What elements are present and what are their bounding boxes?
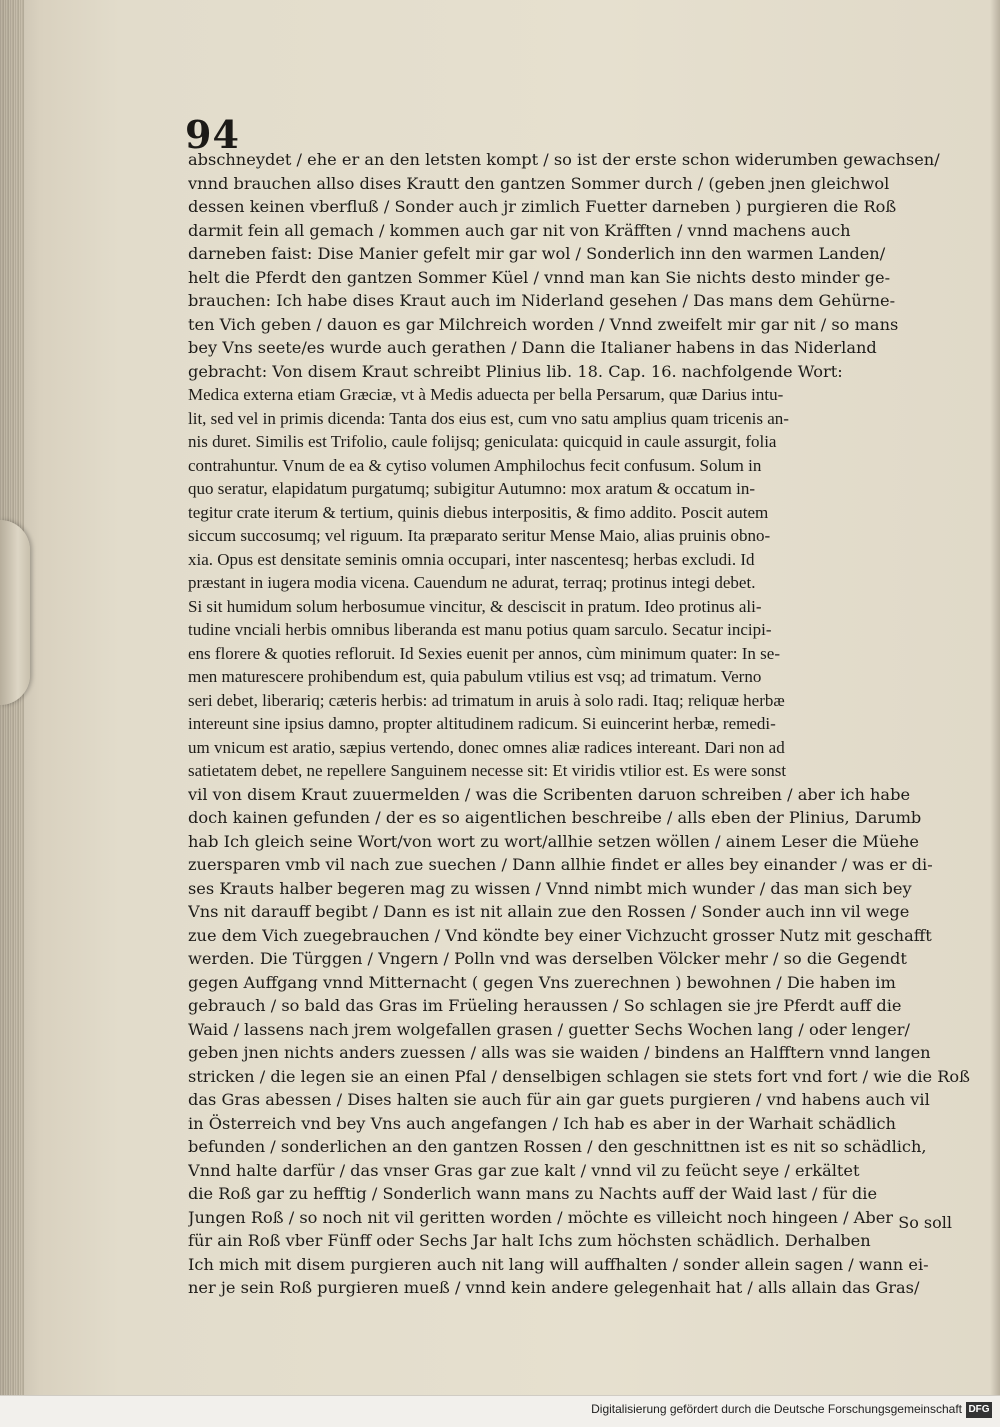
text-line: Si sit humidum solum herbosumue vincitur, & desciscit in pratum. Ideo protinus ali- [188, 596, 762, 616]
text-line: hab Ich gleich seine Wort/von wort zu wort/allhie setzen wöllen / ainem Leser die Müehe [188, 831, 919, 851]
text-line: seri debet, liberariq; cæteris herbis: ad trimatum in aruis à solo radi. Itaq; reliquæ herbæ [188, 690, 785, 710]
text-line: geben jnen nichts anders zuessen / alls was sie waiden / bindens an Halfftern vnnd langen [188, 1043, 931, 1062]
text-line: darmit fein all gemach / kommen auch gar nit von Kräfften / vnnd machens auch [188, 220, 851, 240]
text-line: men maturescere prohibendum est, quia pabulum vtilius est vsq; ad trimatum. Verno [188, 667, 762, 686]
text-line: brauchen: Ich habe dises Kraut auch im Niderland gesehen / Das mans dem Gehürne- [188, 291, 896, 310]
book-page [40, 0, 990, 1395]
text-line: zue dem Vich zuegebrauchen / Vnd köndte bey einer Vichzucht grosser Nutz mit geschafft [188, 925, 932, 945]
dfg-logo-icon: DFG [966, 1402, 992, 1418]
text-line: siccum succosumq; vel riguum. Ita præparato seritur Mense Maio, alias pruinis obno- [188, 526, 771, 545]
text-line: befunden / sonderlichen an den gantzen Rossen / den geschnittnen ist es nit so schädlich, [188, 1137, 927, 1156]
text-line: ens florere & quoties refloruit. Id Sexies euenit per annos, cùm minimum quater: In se- [188, 643, 781, 663]
text-line: um vnicum est aratio, sæpius vertendo, donec omnes aliæ radices intereant. Dari non ad [188, 737, 785, 757]
text-line: Vns nit darauff begibt / Dann es ist nit allain zue den Rossen / Sonder auch inn vil wege [188, 902, 910, 921]
text-line: Medica externa etiam Græciæ, vt à Medis aduecta per bella Persarum, quæ Darius intu- [188, 385, 784, 404]
text-line: quo seratur, elapidatum purgatumq; subigitur Autumno: mox aratum & occatum in- [188, 479, 755, 498]
text-line: ses Krauts halber begeren mag zu wissen / Vnnd nimbt mich wunder / das man sich bey [188, 878, 912, 898]
text-line: darneben faist: Dise Manier gefelt mir gar wol / Sonderlich inn den warmen Landen/ [188, 244, 886, 263]
text-line: Jungen Roß / so noch nit vil geritten worden / möchte es villeicht noch hingeen / Aber [188, 1207, 894, 1227]
text-line: præstant in iugera modia vicena. Cauendum ne adurat, terraq; protinus integi debet. [188, 573, 756, 592]
text-line: gebrauch / so bald das Gras im Früeling heraussen / So schlagen sie jre Pferdt auff die [188, 996, 902, 1015]
text-line: stricken / die legen sie an einen Pfal / denselbigen schlagen sie stets fort vnd fort / wie die Roß [188, 1066, 970, 1086]
text-line: helt die Pferdt den gantzen Sommer Küel / vnnd man kan Sie nichts desto minder ge- [188, 267, 891, 287]
text-line: zuersparen vmb vil nach zue suechen / Dann allhie findet er alles bey einander / was er di- [188, 855, 933, 874]
footer-bar [0, 1395, 1000, 1427]
text-line: abschneydet / ehe er an den letsten kompt / so ist der erste schon widerumben gewachsen/ [188, 150, 940, 169]
text-line: dessen keinen vberfluß / Sonder auch jr zimlich Fuetter darneben ) purgieren die Roß [188, 197, 897, 216]
page-number: 94 [185, 112, 240, 157]
text-line: xia. Opus est densitate seminis omnia occupari, inter nascentesq; herbas excludi. Id [188, 549, 755, 569]
text-line: intereunt sine ipsius damno, propter altitudinem radicum. Si euincerint herbæ, remedi- [188, 714, 776, 733]
text-line: gebracht: Von disem Kraut schreibt Plinius lib. 18. Cap. 16. nachfolgende Wort: [188, 361, 843, 381]
text-line: tegitur crate iterum & tertium, quinis diebus interpositis, & fimo addito. Poscit autem [188, 502, 769, 522]
text-line: lit, sed vel in primis dicenda: Tanta dos eius est, cum vno satu amplius quam tricenis an- [188, 408, 789, 428]
text-line: gegen Auffgang vnnd Mitternacht ( gegen Vns zuerechnen ) bewohnen / Die haben im [188, 972, 896, 992]
text-line: Waid / lassens nach jrem wolgefallen grasen / guetter Sechs Wochen lang / oder lenger/ [188, 1019, 910, 1039]
text-line: contrahuntur. Vnum de ea & cytiso volumen Amphilochus fecit confusum. Solum in [188, 455, 762, 475]
text-line: die Roß gar zu hefftig / Sonderlich wann mans zu Nachts auff der Waid last / für die [188, 1184, 878, 1203]
text-line: werden. Die Türggen / Vngern / Polln vnd was derselben Völcker mehr / so die Gegendt [188, 949, 907, 968]
body-text [188, 148, 996, 1300]
catchword: So soll [898, 1213, 952, 1232]
page-edge-stack [0, 0, 24, 1426]
text-line: das Gras abessen / Dises halten sie auch für ain gar guets purgieren / vnd habens auch vil [188, 1090, 930, 1109]
text-line: vil von disem Kraut zuuermelden / was die Scribenten daruon schreiben / aber ich habe [188, 784, 911, 804]
text-line: ten Vich geben / dauon es gar Milchreich worden / Vnnd zweifelt mir gar nit / so mans [188, 314, 899, 334]
text-line: Vnnd halte darfür / das vnser Gras gar zue kalt / vnnd vil zu feücht seye / erkältet [188, 1160, 860, 1180]
text-line: nis duret. Similis est Trifolio, caule folijsq; geniculata: quicquid in caule assurgit, folia [188, 432, 777, 451]
text-line: doch kainen gefunden / der es so aigentlichen beschreibe / alls eben der Plinius, Darumb [188, 808, 922, 827]
text-line: in Österreich vnd bey Vns auch angefangen / Ich hab es aber in der Warhait schädlich [188, 1113, 896, 1133]
text-line: vnnd brauchen allso dises Krautt den gantzen Sommer durch / (geben jnen gleichwol [188, 173, 890, 193]
text-line: ner je sein Roß purgieren mueß / vnnd kein andere gelegenhait hat / alls allain das Gras/ [188, 1278, 920, 1297]
book-clasp [0, 520, 30, 705]
text-line: Ich mich mit disem purgieren auch nit lang will auffhalten / sonder allein sagen / wann ei- [188, 1254, 929, 1274]
text-line: für ain Roß vber Fünff oder Sechs Jar halt Ichs zum höchsten schädlich. Derhalben [188, 1231, 871, 1250]
text-line: bey Vns seete/es wurde auch gerathen / Dann die Italianer habens in das Niderland [188, 338, 877, 357]
footer-credit: Digitalisierung gefördert durch die Deutsche Forschungsgemeinschaft [591, 1402, 962, 1416]
text-line: tudine vnciali herbis omnibus liberanda est manu potius quam sarculo. Secatur incipi- [188, 620, 772, 639]
text-line: satietatem debet, ne repellere Sanguinem necesse sit: Et viridis vtilior est. Es were sonst [188, 761, 787, 780]
